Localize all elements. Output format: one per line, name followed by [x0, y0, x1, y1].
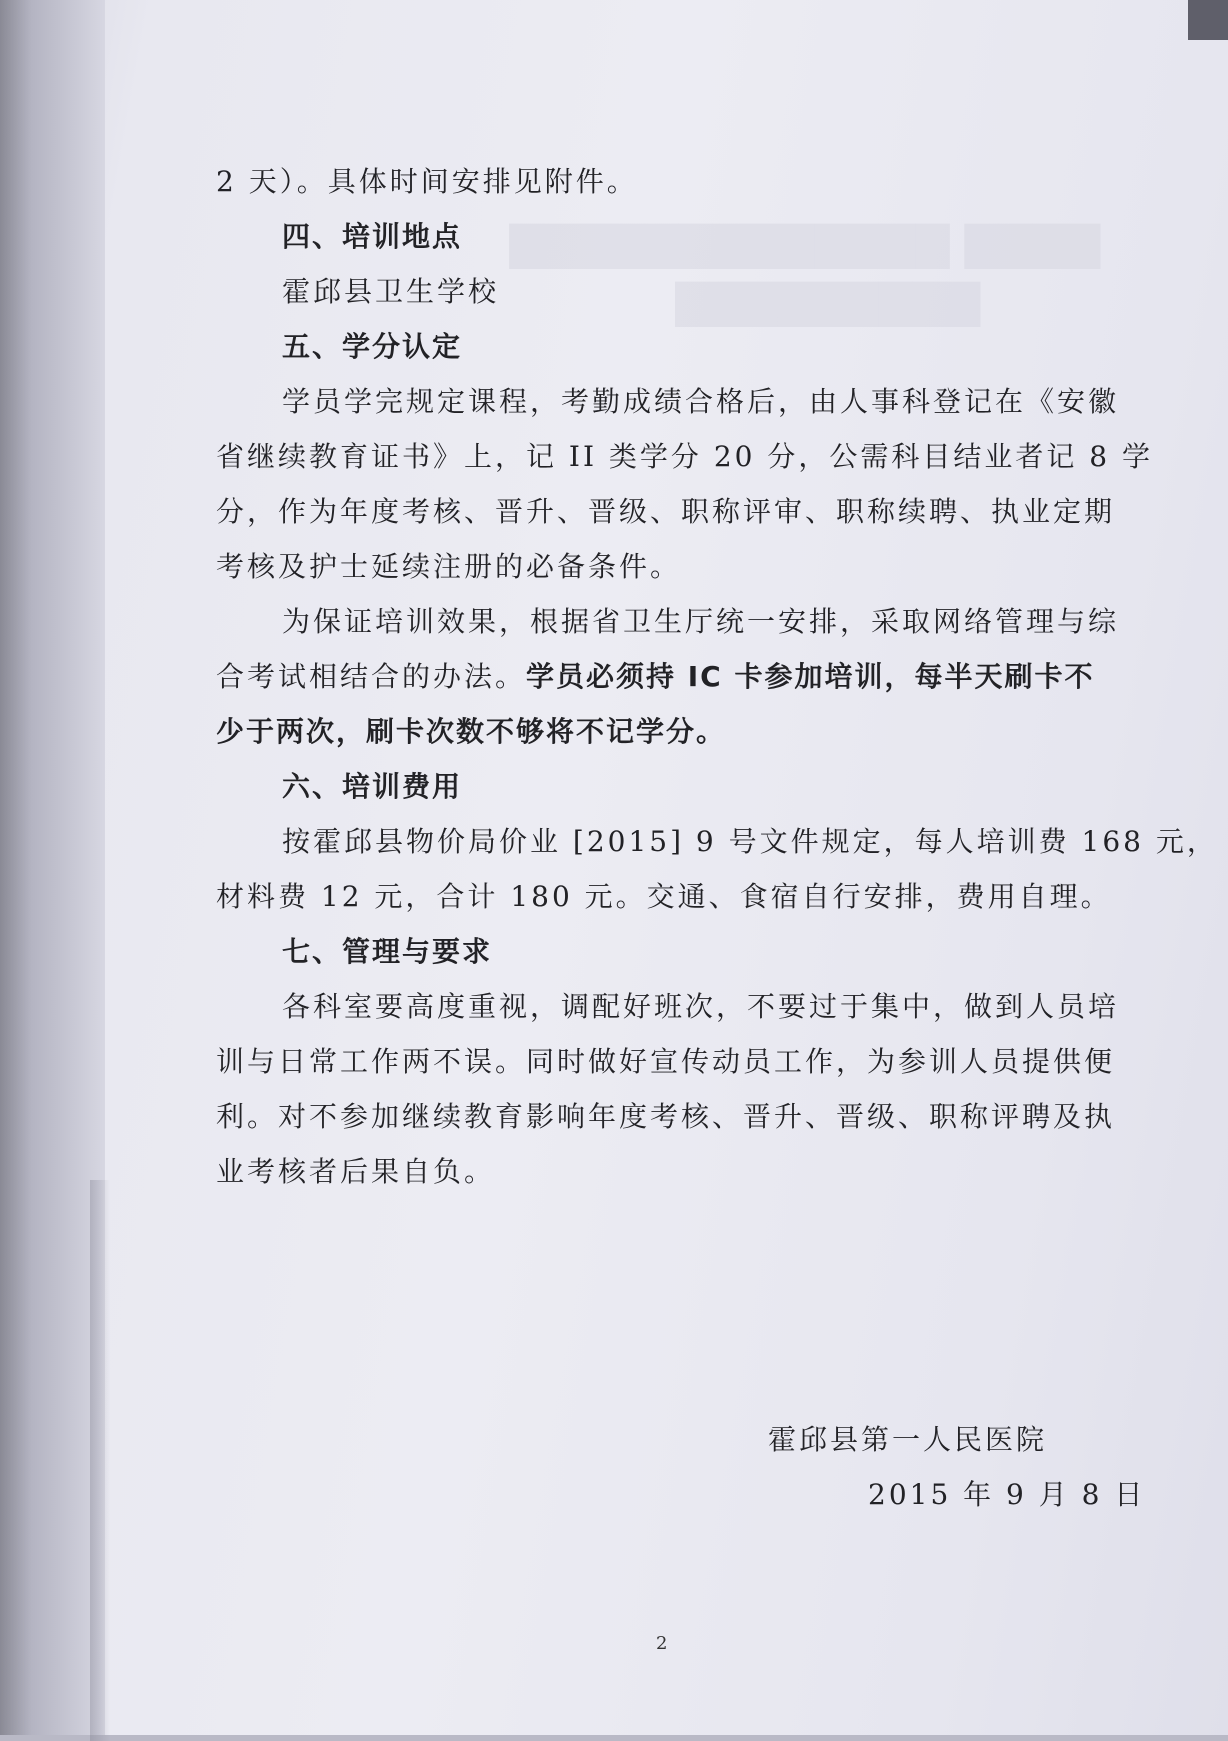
body-line: 省继续教育证书》上，记 II 类学分 20 分，公需科目结业者记 8 学 [216, 440, 1153, 473]
emphasis-line: 少于两次，刷卡次数不够将不记学分。 [216, 715, 727, 748]
scan-fold-shadow [90, 1180, 110, 1741]
body-line: 考核及护士延续注册的必备条件。 [216, 550, 682, 583]
bleed-through-shadow: ▇▇▇▇ ▇▇▇▇▇▇▇▇▇▇▇▇▇ ▇▇▇▇▇▇▇▇▇ [509, 218, 1100, 327]
body-line: 分，作为年度考核、晋升、晋级、职称评审、职称续聘、执业定期 [216, 495, 1116, 528]
body-line: 学员学完规定课程，考勤成绩合格后，由人事科登记在《安徽 [282, 385, 1120, 418]
body-line: 业考核者后果自负。 [216, 1155, 496, 1188]
body-line: 2 天）。具体时间安排见附件。 [216, 165, 638, 198]
body-line [216, 655, 1112, 695]
signature-organization: 霍邱县第一人民医院 [768, 1423, 1048, 1456]
body-line: 各科室要高度重视，调配好班次，不要过于集中，做到人员培 [282, 990, 1120, 1023]
body-line: 利。对不参加继续教育影响年度考核、晋升、晋级、职称评聘及执 [216, 1100, 1116, 1133]
section-heading-location: 四、培训地点 [282, 220, 463, 253]
body-line: 材料费 12 元，合计 180 元。交通、食宿自行安排，费用自理。 [216, 880, 1112, 913]
body-line: 按霍邱县物价局价业 [2015] 9 号文件规定，每人培训费 168 元， [282, 825, 1218, 858]
scan-bottom-edge [0, 1735, 1228, 1741]
section-heading-fees: 六、培训费用 [282, 770, 463, 803]
body-text: 合考试相结合的办法。 [216, 660, 527, 693]
emphasis-text: 学员必须持 IC 卡参加培训，每半天刷卡不 [526, 660, 1095, 693]
body-line: 霍邱县卫生学校 [282, 275, 500, 308]
scan-corner [1188, 0, 1228, 40]
page-number: 2 [656, 1633, 668, 1654]
signature-date: 2015 年 9 月 8 日 [868, 1478, 1146, 1511]
body-line: 为保证培训效果，根据省卫生厅统一安排，采取网络管理与综 [282, 605, 1120, 638]
section-heading-credits: 五、学分认定 [282, 330, 463, 363]
body-line: 训与日常工作两不误。同时做好宣传动员工作，为参训人员提供便 [216, 1045, 1116, 1078]
section-heading-requirements: 七、管理与要求 [282, 935, 493, 968]
